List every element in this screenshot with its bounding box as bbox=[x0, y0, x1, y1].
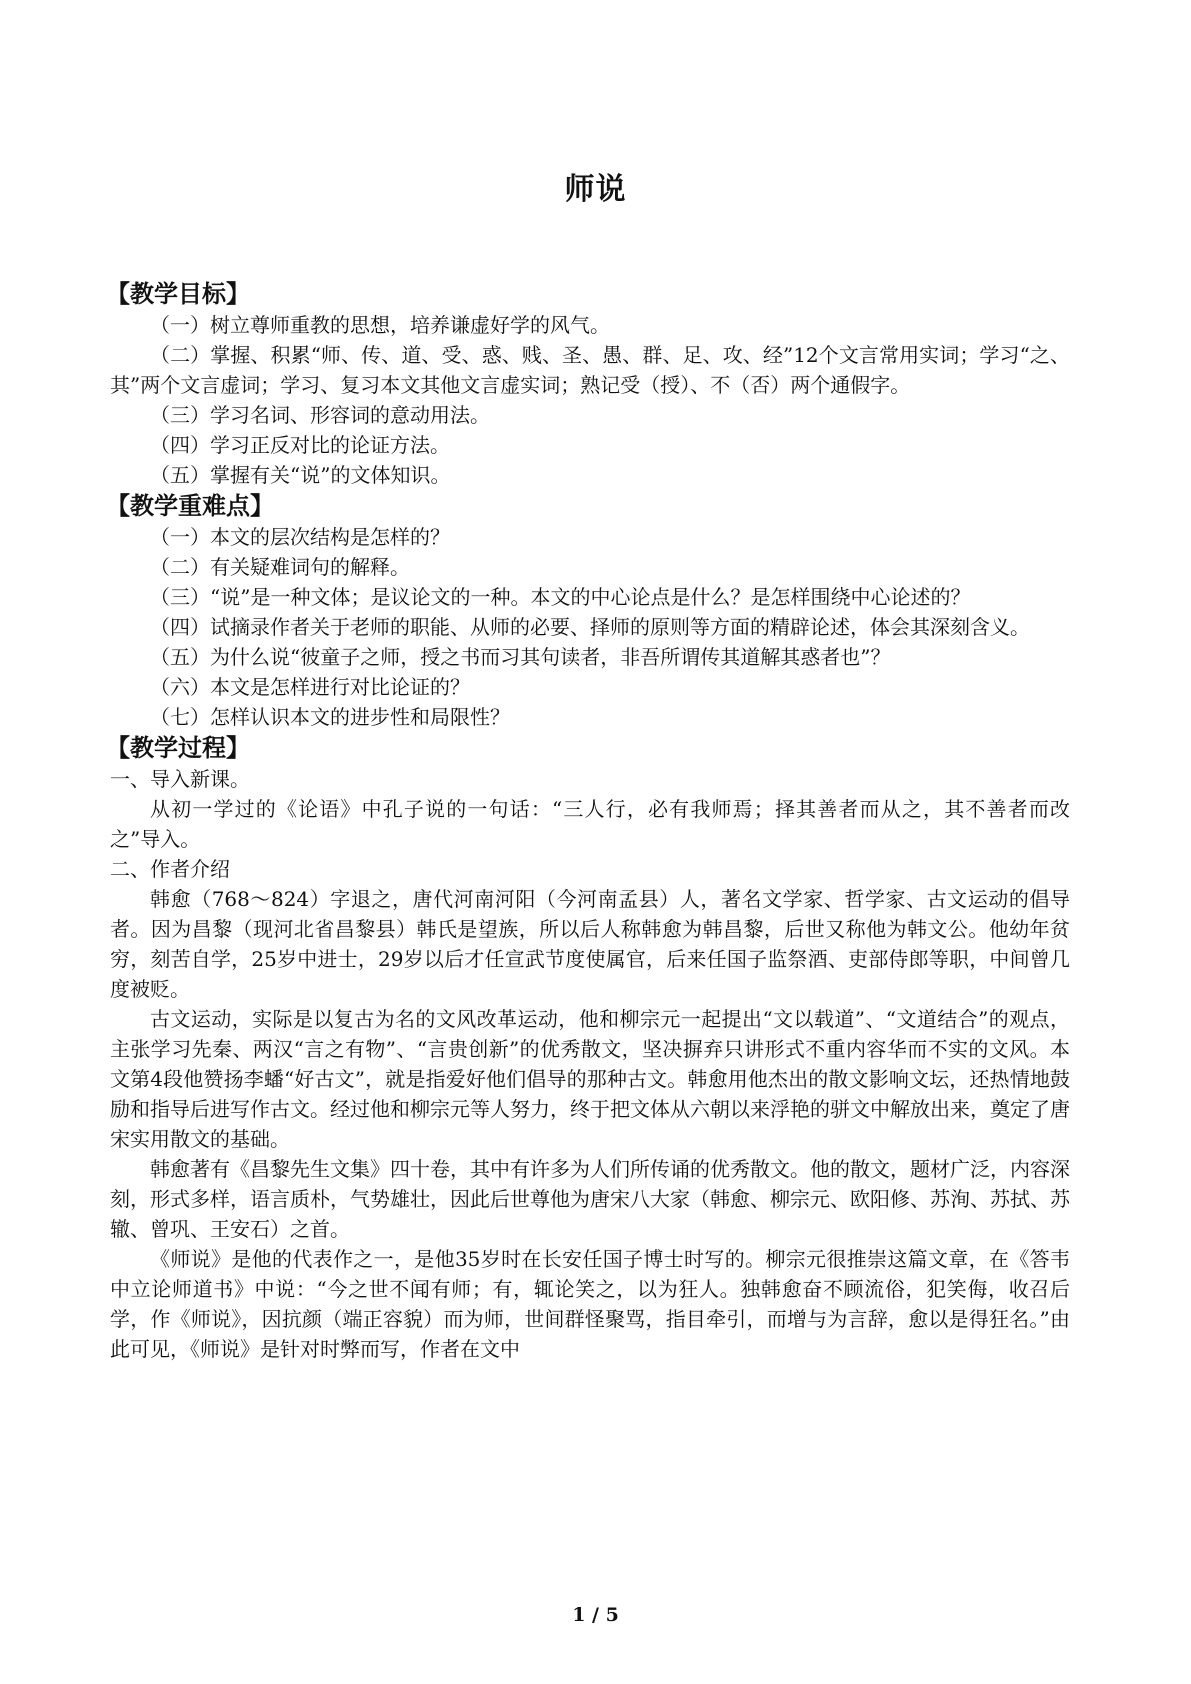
process-step-1-text: 从初一学过的《论语》中孔子说的一句话：“三人行，必有我师焉；择其善者而从之，其不善者而改之”导入。 bbox=[110, 797, 1070, 851]
goal-item-4: （四）学习正反对比的论证方法。 bbox=[150, 433, 450, 457]
key-point-item-3: （三）“说”是一种文体；是议论文的一种。本文的中心论点是什么？是怎样围绕中心论述的？ bbox=[150, 585, 971, 609]
author-paragraph-4: 《师说》是他的代表作之一，是他35岁时在长安任国子博士时写的。柳宗元很推崇这篇文章，在《答韦中立论师道书》中说：“今之世不闻有师；有，辄论笑之，以为狂人。独韩愈奋不顾流俗，犯笑侮，收召后学，作《师说》，因抗颜（端正容貌）而为师，世间群怪聚骂，指目牵引，而增与为言辞，愈以是得狂名。”由此可见，《师说》是针对时弊而写，作者在文中 bbox=[110, 1247, 1070, 1361]
author-paragraph-3: 韩愈著有《昌黎先生文集》四十卷，其中有许多为人们所传诵的优秀散文。他的散文，题材广泛，内容深刻，形式多样，语言质朴，气势雄壮，因此后世尊他为唐宋八大家（韩愈、柳宗元、欧阳修、苏洵、苏拭、苏辙、曾巩、王安石）之首。 bbox=[110, 1157, 1070, 1241]
key-point-item-5: （五）为什么说“彼童子之师，授之书而习其句读者，非吾所谓传其道解其惑者也”？ bbox=[150, 645, 891, 669]
key-point-item-4: （四）试摘录作者关于老师的职能、从师的必要、择师的原则等方面的精辟论述，体会其深刻含义。 bbox=[150, 615, 1030, 639]
key-point-item-1: （一）本文的层次结构是怎样的？ bbox=[150, 525, 450, 549]
goal-item-3: （三）学习名词、形容词的意动用法。 bbox=[150, 403, 490, 427]
key-point-item-2: （二）有关疑难词句的解释。 bbox=[150, 555, 410, 579]
process-step-1-title: 一、导入新课。 bbox=[110, 767, 250, 791]
section-heading-key-points: 【教学重难点】 bbox=[106, 491, 274, 520]
goal-item-1: （一）树立尊师重教的思想，培养谦虚好学的风气。 bbox=[150, 313, 610, 337]
document-body bbox=[106, 278, 1070, 1364]
process-step-2-title: 二、作者介绍 bbox=[110, 857, 230, 881]
section-heading-goals: 【教学目标】 bbox=[106, 279, 250, 308]
author-paragraph-1: 韩愈（768～824）字退之，唐代河南河阳（今河南孟县）人，著名文学家、哲学家、古文运动的倡导者。因为昌黎（现河北省昌黎县）韩氏是望族，所以后人称韩愈为韩昌黎，后世又称他为韩文公。他幼年贫穷，刻苦自学，25岁中进士，29岁以后才任宣武节度使属官，后来任国子监祭酒、吏部侍郎等职，中间曾几度被贬。 bbox=[110, 887, 1070, 1001]
key-point-item-6: （六）本文是怎样进行对比论证的？ bbox=[150, 675, 470, 699]
goal-item-2: （二）掌握、积累“师、传、道、受、惑、贱、圣、愚、群、足、攻、经”12个文言常用实词；学习“之、其”两个文言虚词；学习、复习本文其他文言虚实词；熟记受（授）、不（否）两个通假字。 bbox=[110, 343, 1070, 397]
page-title: 师说 bbox=[564, 172, 627, 207]
goal-item-5: （五）掌握有关“说”的文体知识。 bbox=[150, 463, 451, 487]
key-point-item-7: （七）怎样认识本文的进步性和局限性？ bbox=[150, 705, 510, 729]
page-number: 1 / 5 bbox=[572, 1604, 619, 1626]
author-paragraph-2: 古文运动，实际是以复古为名的文风改革运动，他和柳宗元一起提出“文以载道”、“文道结合”的观点，主张学习先秦、两汉“言之有物”、“言贵创新”的优秀散文，坚决摒弃只讲形式不重内容华而不实的文风。本文第4段他赞扬李蟠“好古文”，就是指爱好他们倡导的那种古文。韩愈用他杰出的散文影响文坛，还热情地鼓励和指导后进写作古文。经过他和柳宗元等人努力，终于把文体从六朝以来浮艳的骈文中解放出来，奠定了唐宋实用散文的基础。 bbox=[110, 1007, 1070, 1151]
section-heading-process: 【教学过程】 bbox=[106, 733, 250, 762]
